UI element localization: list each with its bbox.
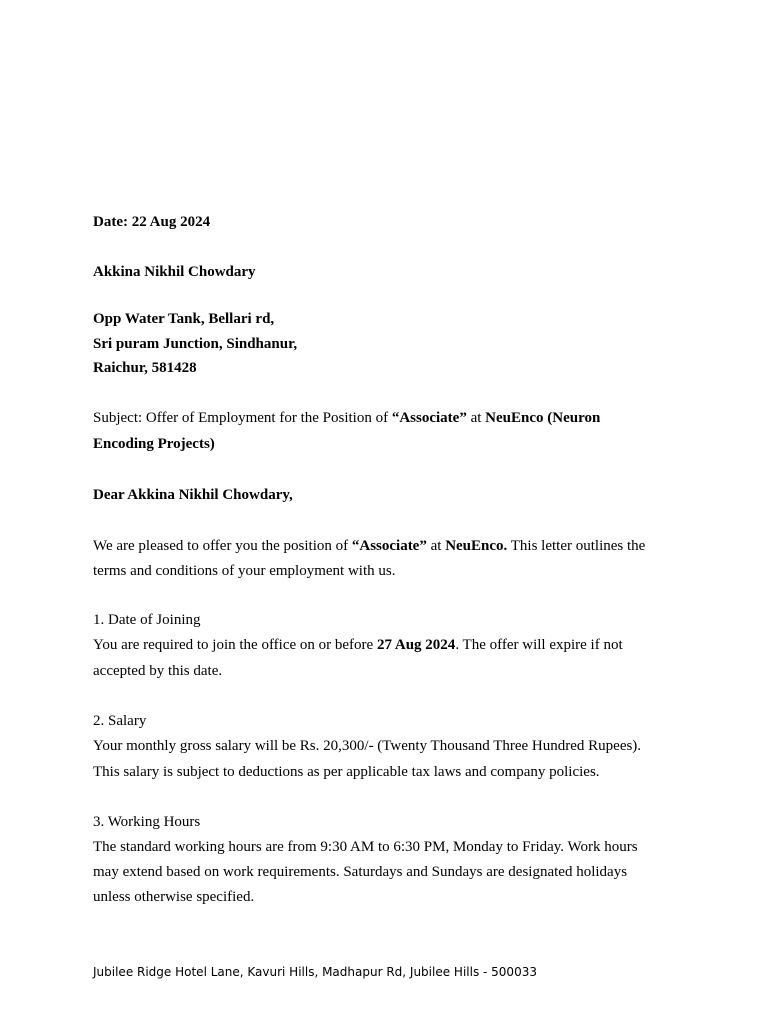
footer-address: Jubilee Ridge Hotel Lane, Kavuri Hills, Madhapur Rd, Jubilee Hills - 500033	[93, 965, 537, 979]
salutation: Dear Akkina Nikhil Chowdary,	[93, 487, 293, 503]
intro-line-2: terms and conditions of your employment with us.	[93, 563, 396, 579]
salary-line-1: Your monthly gross salary will be Rs. 20,300/- (Twenty Thousand Three Hundred Rupees).	[93, 738, 642, 754]
joining-part-1: You are required to join the office on or before	[93, 637, 377, 653]
subject-position: “Associate”	[391, 410, 467, 426]
joining-date: 27 Aug 2024	[376, 637, 456, 653]
intro-part-2: This letter outlines the	[507, 538, 646, 554]
address-line-3: Raichur, 581428	[93, 360, 197, 376]
address-line-2: Sri puram Junction, Sindhanur,	[93, 336, 298, 352]
subject-company: NeuEnco (Neuron	[485, 410, 601, 426]
intro-at: at	[426, 538, 446, 554]
intro-company: NeuEnco.	[445, 538, 508, 554]
salary-line-2: This salary is subject to deductions as per applicable tax laws and company policies.	[93, 764, 600, 780]
subject-at: at	[466, 410, 486, 426]
letter-date: Date: 22 Aug 2024	[93, 214, 211, 230]
subject-prefix: Subject: Offer of Employment for the Position of	[93, 410, 392, 426]
intro-position: “Associate”	[351, 538, 427, 554]
hours-line-1: The standard working hours are from 9:30 AM to 6:30 PM, Monday to Friday. Work hours	[93, 839, 638, 855]
subject-line-2: Encoding Projects)	[93, 436, 215, 452]
recipient-name: Akkina Nikhil Chowdary	[93, 264, 256, 280]
joining-line-1	[93, 635, 623, 655]
hours-heading: 3. Working Hours	[93, 814, 201, 830]
salary-heading: 2. Salary	[93, 713, 147, 729]
address-line-1: Opp Water Tank, Bellari rd,	[93, 311, 275, 327]
joining-line-2: accepted by this date.	[93, 663, 223, 679]
joining-heading: 1. Date of Joining	[93, 612, 201, 628]
hours-line-3: unless otherwise specified.	[93, 889, 255, 905]
intro-line-1	[93, 536, 645, 556]
hours-line-2: may extend based on work requirements. Saturdays and Sundays are designated holidays	[93, 864, 628, 880]
subject-line-1	[93, 408, 600, 428]
intro-part-1: We are pleased to offer you the position of	[93, 538, 352, 554]
joining-part-2: . The offer will expire if not	[455, 637, 623, 653]
